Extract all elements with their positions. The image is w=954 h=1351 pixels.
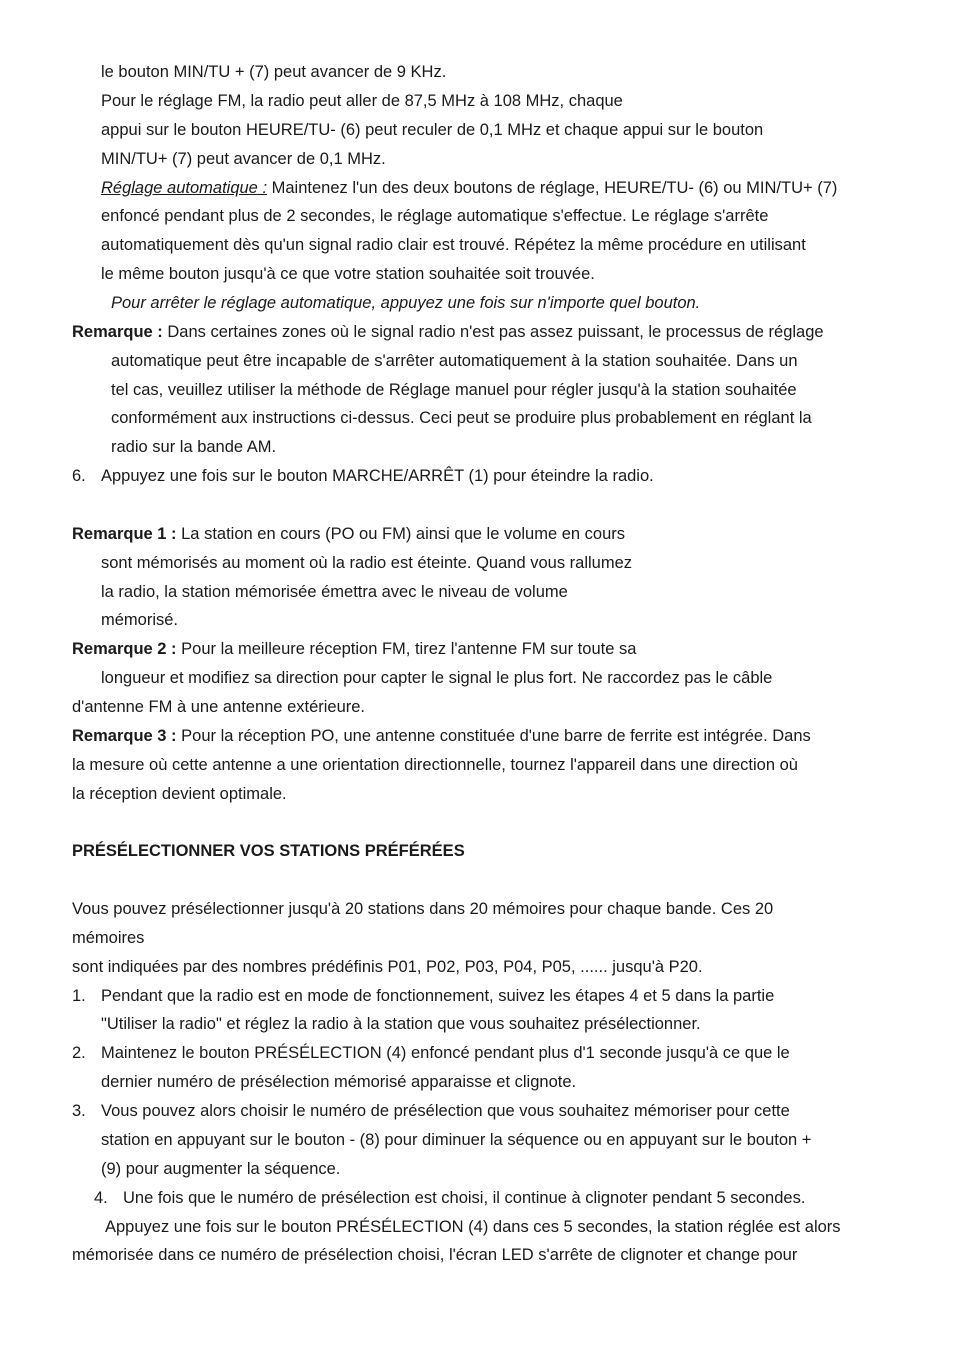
text-line xyxy=(111,351,798,371)
text-run: mémorisé. xyxy=(101,611,179,629)
text-run: appui sur le bouton HEURE/TU- (6) peut reculer de 0,1 MHz et chaque appui sur le bouton xyxy=(101,121,764,139)
text-line xyxy=(101,1159,340,1179)
text-run: tel cas, veuillez utiliser la méthode de Réglage manuel pour régler jusqu'à la station souhaitée xyxy=(111,381,797,399)
text-run: automatiquement dès qu'un signal radio clair est trouvé. Répétez la même procédure en utilisant xyxy=(101,236,806,254)
text-line xyxy=(105,1217,841,1237)
text-run: la réception devient optimale. xyxy=(72,785,287,803)
text-run: Vous pouvez alors choisir le numéro de présélection que vous souhaitez mémoriser pour cette xyxy=(101,1102,790,1120)
text-line xyxy=(101,178,837,198)
text-line xyxy=(72,697,365,717)
text-line xyxy=(72,928,144,948)
text-run: dernier numéro de présélection mémorisé apparaisse et clignote. xyxy=(101,1073,577,1091)
text-line xyxy=(101,149,386,169)
text-run: Maintenez l'un des deux boutons de réglage, HEURE/TU- (6) ou MIN/TU+ (7) xyxy=(267,179,838,197)
text-run: longueur et modifiez sa direction pour capter le signal le plus fort. Ne raccordez pas le câble xyxy=(101,669,773,687)
text-line xyxy=(111,380,797,400)
text-run: La station en cours (PO ou FM) ainsi que le volume en cours xyxy=(176,525,626,543)
text-line xyxy=(101,668,772,688)
text-run: la mesure où cette antenne a une orientation directionnelle, tournez l'appareil dans une direction où xyxy=(72,756,798,774)
text-line xyxy=(101,235,806,255)
text-line xyxy=(72,1245,797,1265)
text-run: station en appuyant sur le bouton - (8) pour diminuer la séquence ou en appuyant sur le bouton + xyxy=(101,1131,812,1149)
bold-label: Remarque 3 : xyxy=(72,727,177,745)
text-run: Pour le réglage FM, la radio peut aller de 87,5 MHz à 108 MHz, chaque xyxy=(101,92,623,110)
text-line xyxy=(101,1101,790,1121)
text-run: la radio, la station mémorisée émettra avec le niveau de volume xyxy=(101,583,568,601)
text-run: 3. xyxy=(72,1102,86,1120)
text-line xyxy=(101,91,623,111)
text-line xyxy=(72,755,798,775)
text-run: Pour la meilleure réception FM, tirez l'antenne FM sur toute sa xyxy=(176,640,637,658)
text-line xyxy=(72,524,625,544)
text-run: automatique peut être incapable de s'arrêter automatiquement à la station souhaitée. Dans un xyxy=(111,352,798,370)
text-run: Pour la réception PO, une antenne constituée d'une barre de ferrite est intégrée. Dans xyxy=(176,727,811,745)
text-line xyxy=(101,1014,701,1034)
text-run: 6. xyxy=(72,467,86,485)
text-run: sont indiquées par des nombres prédéfinis P01, P02, P03, P04, P05, ...... jusqu'à P20. xyxy=(72,958,703,976)
text-line xyxy=(101,1130,811,1150)
text-line xyxy=(101,466,654,486)
bold-label: Remarque 1 : xyxy=(72,525,177,543)
text-run: Maintenez le bouton PRÉSÉLECTION (4) enfoncé pendant plus d'1 seconde jusqu'à ce que le xyxy=(101,1044,790,1062)
text-line xyxy=(72,726,811,746)
text-run: enfoncé pendant plus de 2 secondes, le réglage automatique s'effectue. Le réglage s'arrête xyxy=(101,207,769,225)
text-run: Appuyez une fois sur le bouton MARCHE/ARRÊT (1) pour éteindre la radio. xyxy=(101,467,654,485)
text-run: mémoires xyxy=(72,929,145,947)
text-run: Dans certaines zones où le signal radio n'est pas assez puissant, le processus de réglage xyxy=(162,323,824,341)
text-run: mémorisée dans ce numéro de présélection choisi, l'écran LED s'arrête de clignoter et change pour xyxy=(72,1246,798,1264)
text-line xyxy=(72,986,86,1006)
italic-note: Pour arrêter le réglage automatique, appuyez une fois sur n'importe quel bouton. xyxy=(111,294,701,312)
text-line xyxy=(72,466,86,486)
text-run: 2. xyxy=(72,1044,86,1062)
bold-label: Remarque : xyxy=(72,323,163,341)
text-run: radio sur la bande AM. xyxy=(111,438,277,456)
text-line xyxy=(72,784,287,804)
text-line xyxy=(101,610,178,630)
text-run: conformément aux instructions ci-dessus. Ceci peut se produire plus probablement en réglant la xyxy=(111,409,812,427)
text-line xyxy=(72,322,824,342)
text-line xyxy=(111,293,700,313)
text-line xyxy=(72,1101,86,1121)
text-line xyxy=(111,408,812,428)
text-run: 1. xyxy=(72,987,86,1005)
text-line xyxy=(101,582,568,602)
text-line xyxy=(72,899,773,919)
text-line xyxy=(101,62,446,82)
text-line xyxy=(72,1043,86,1063)
bold-label: Remarque 2 : xyxy=(72,640,177,658)
text-line xyxy=(101,206,768,226)
text-run: "Utiliser la radio" et réglez la radio à la station que vous souhaitez présélectionner. xyxy=(101,1015,701,1033)
text-line xyxy=(72,957,703,977)
text-run: Appuyez une fois sur le bouton PRÉSÉLECTION (4) dans ces 5 secondes, la station réglée est alors xyxy=(105,1218,841,1236)
text-line xyxy=(101,553,632,573)
text-run: sont mémorisés au moment où la radio est éteinte. Quand vous rallumez xyxy=(101,554,633,572)
text-run: le même bouton jusqu'à ce que votre station souhaitée soit trouvée. xyxy=(101,265,595,283)
text-line xyxy=(101,264,595,284)
text-run: le bouton MIN/TU + (7) peut avancer de 9 KHz. xyxy=(101,63,447,81)
text-line xyxy=(72,639,636,659)
text-line xyxy=(72,841,465,861)
text-run: MIN/TU+ (7) peut avancer de 0,1 MHz. xyxy=(101,150,386,168)
text-line xyxy=(94,1188,108,1208)
text-line xyxy=(101,1043,790,1063)
text-run: Vous pouvez présélectionner jusqu'à 20 stations dans 20 mémoires pour chaque bande. Ces 20 xyxy=(72,900,774,918)
text-line xyxy=(101,120,763,140)
text-run: (9) pour augmenter la séquence. xyxy=(101,1160,341,1178)
underlined-label: Réglage automatique : xyxy=(101,179,268,197)
bold-label: PRÉSÉLECTIONNER VOS STATIONS PRÉFÉRÉES xyxy=(72,842,465,860)
text-line xyxy=(101,986,774,1006)
text-line xyxy=(111,437,276,457)
text-line xyxy=(101,1072,576,1092)
text-run: d'antenne FM à une antenne extérieure. xyxy=(72,698,366,716)
text-run: Pendant que la radio est en mode de fonctionnement, suivez les étapes 4 et 5 dans la partie xyxy=(101,987,775,1005)
text-line xyxy=(123,1188,805,1208)
text-run: 4. xyxy=(94,1189,108,1207)
text-run: Une fois que le numéro de présélection est choisi, il continue à clignoter pendant 5 secondes. xyxy=(123,1189,806,1207)
